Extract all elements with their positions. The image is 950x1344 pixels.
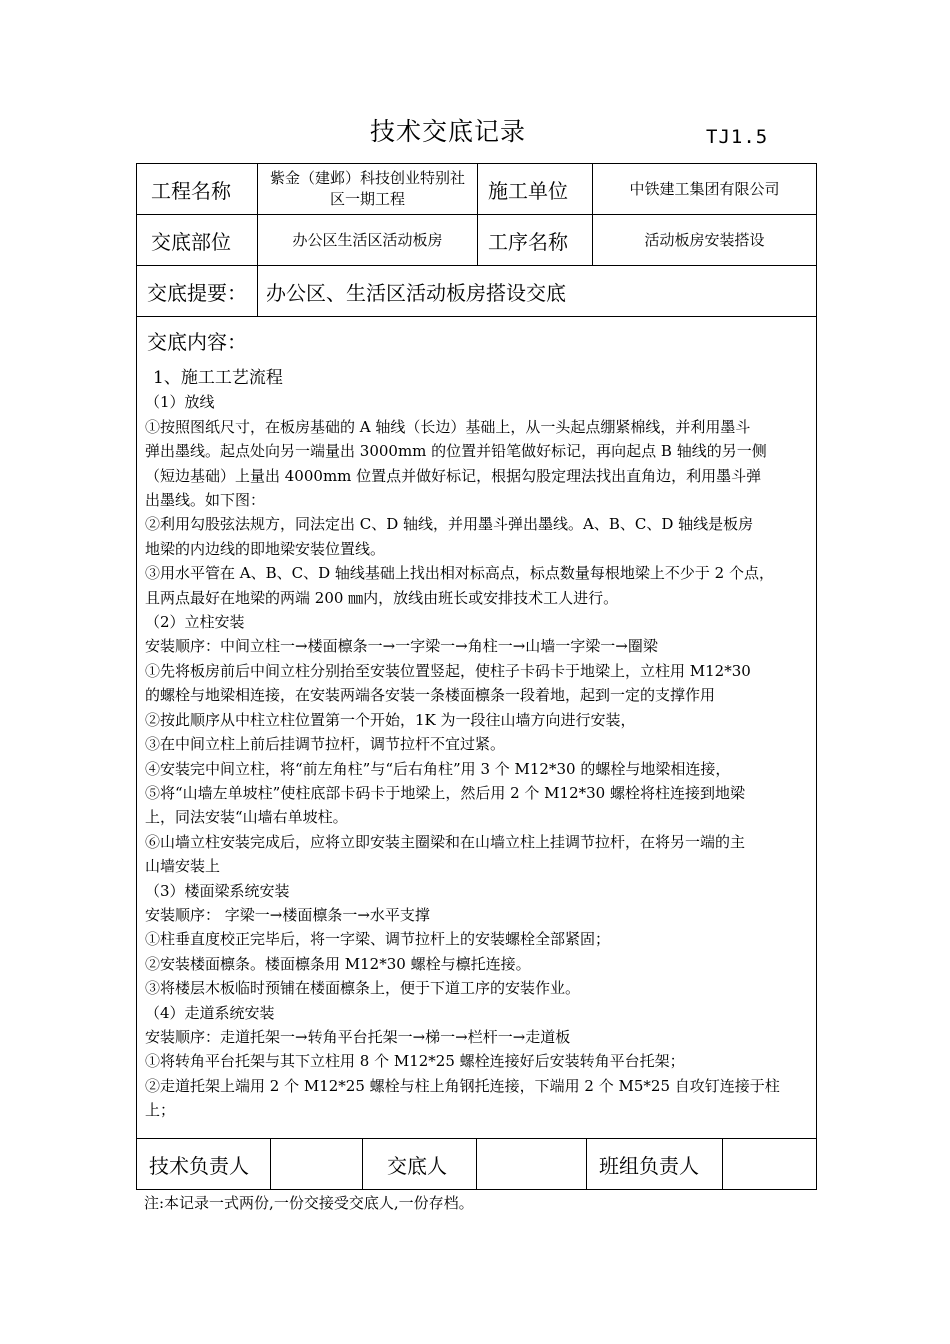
content-line: 上；	[145, 1101, 176, 1120]
team-lead-label: 班组负责人	[586, 1138, 723, 1190]
content-line: ③在中间立柱上前后挂调节拉杆，调节拉杆不宜过紧。	[145, 735, 506, 754]
tech-lead-signature[interactable]	[270, 1138, 363, 1190]
content-line: ②走道托架上端用 2 个 M12*25 螺栓与柱上角钢托连接，下端用 2 个 M5*25 自攻钉连接于柱	[145, 1076, 780, 1095]
process-label: 工序名称	[477, 214, 593, 266]
content-line: ⑥山墙立柱安装完成后，应将立即安装主圈梁和在山墙立柱上挂调节拉杆，在将另一端的主	[145, 832, 746, 851]
tech-lead-label: 技术负责人	[136, 1138, 271, 1190]
content-body	[145, 366, 809, 1123]
content-line: 安装顺序： 字梁一→楼面檩条一→水平支撑	[145, 905, 430, 924]
content-line: （1）放线	[145, 393, 215, 412]
content-line: ②安装楼面檩条。楼面檩条用 M12*30 螺栓与檩托连接。	[145, 954, 531, 973]
content-section	[136, 316, 817, 1139]
content-line: 地梁的内边线的即地梁安装位置线。	[145, 539, 386, 558]
project-label: 工程名称	[136, 163, 258, 215]
content-line: ③将楼层木板临时预铺在楼面檩条上，便于下道工序的安装作业。	[145, 979, 581, 998]
part-value: 办公区生活区活动板房	[257, 214, 478, 266]
summary-value: 办公区、生活区活动板房搭设交底	[257, 265, 817, 317]
content-line: （4）走道系统安装	[145, 1003, 275, 1022]
content-line: ①柱垂直度校正完毕后，将一字梁、调节拉杆上的安装螺栓全部紧固；	[145, 930, 611, 949]
process-value: 活动板房安装搭设	[592, 214, 817, 266]
part-label: 交底部位	[136, 214, 258, 266]
content-line: ①先将板房前后中间立柱分别抬至安装位置竖起，使柱子卡码卡于地梁上，立柱用 M12*30	[145, 661, 751, 680]
content-line: ②利用勾股弦法规方，同法定出 C、D 轴线，并用墨斗弹出墨线。A、B、C、D 轴线是板房	[145, 515, 754, 534]
content-line: ①按照图纸尺寸，在板房基础的 A 轴线（长边）基础上，从一头起点绷紧棉线，并利用墨斗	[145, 417, 751, 436]
content-line: ③用水平管在 A、B、C、D 轴线基础上找出相对标高点，标点数量每根地梁上不少于 2 个点，	[145, 564, 774, 583]
footer-note: 注:本记录一式两份,一份交接受交底人,一份存档。	[144, 1194, 474, 1212]
content-line: ②按此顺序从中柱立柱位置第一个开始，1K 为一段往山墙方向进行安装，	[145, 710, 636, 729]
content-line: （短边基础）上量出 4000mm 位置点并做好标记，根据勾股定理法找出直角边，利用墨斗弹	[145, 466, 762, 485]
content-line: （3）楼面梁系统安装	[145, 881, 290, 900]
discloser-label: 交底人	[362, 1138, 477, 1190]
content-line: 1、施工工艺流程	[153, 368, 283, 388]
content-line: 上，同法安装“山墙右单坡柱。	[145, 808, 348, 827]
content-line: 安装顺序：中间立柱一→楼面檩条一→一字梁一→角柱一→山墙一字梁一→圈梁	[145, 637, 658, 656]
content-line: ①将转角平台托架与其下立柱用 8 个 M12*25 螺栓连接好后安装转角平台托架；	[145, 1052, 685, 1071]
document-title: 技术交底记录	[369, 117, 526, 146]
content-line: 的螺栓与地梁相连接，在安装两端各安装一条楼面檩条一段着地，起到一定的支撑作用	[145, 686, 716, 705]
contractor-value: 中铁建工集团有限公司	[592, 163, 817, 215]
content-line: ⑤将“山墙左单坡柱”使柱底部卡码卡于地梁上，然后用 2 个 M12*30 螺栓将柱连接到地梁	[145, 783, 745, 802]
project-value: 紫金（建邺）科技创业特别社区一期工程	[257, 163, 478, 215]
content-line: （2）立柱安装	[145, 613, 245, 632]
content-heading: 交底内容：	[147, 330, 247, 354]
contractor-label: 施工单位	[477, 163, 593, 215]
summary-label: 交底提要：	[136, 265, 258, 317]
content-line: 山墙安装上	[145, 857, 221, 876]
content-line: 且两点最好在地梁的两端 200 ㎜内，放线由班长或安排技术工人进行。	[145, 588, 619, 607]
content-line: 出墨线。如下图：	[145, 491, 266, 510]
document-code: TJ1.5	[706, 126, 769, 148]
content-line: 弹出墨线。起点处向另一端量出 3000mm 的位置并铅笔做好标记，再向起点 B 轴线的另一侧	[145, 442, 767, 461]
content-line: ④安装完中间立柱，将“前左角柱”与“后右角柱”用 3 个 M12*30 的螺栓与地梁相连接，	[145, 759, 731, 778]
discloser-signature[interactable]	[476, 1138, 587, 1190]
team-lead-signature[interactable]	[722, 1138, 817, 1190]
content-line: 安装顺序：走道托架一→转角平台托架一→梯一→栏杆一→走道板	[145, 1027, 571, 1046]
